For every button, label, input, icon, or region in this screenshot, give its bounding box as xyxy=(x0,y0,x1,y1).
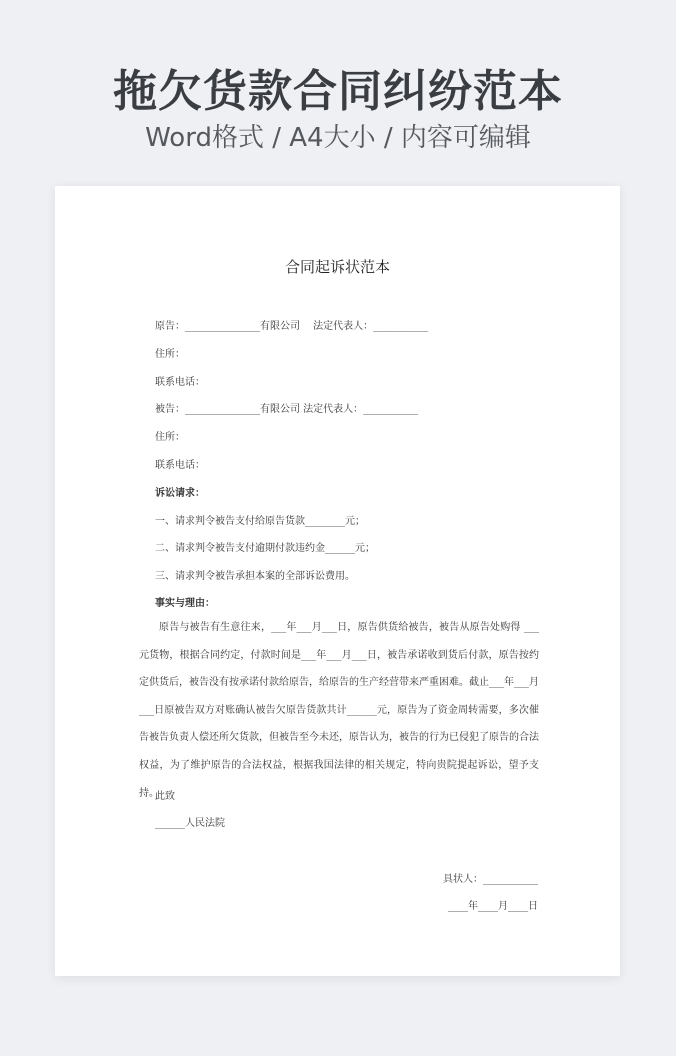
facts-heading: 事实与理由： xyxy=(155,598,215,609)
claim-item-1: 一、请求判令被告支付给原告货款________元； xyxy=(155,516,365,527)
closing-text: 此致 xyxy=(155,791,175,802)
document-page xyxy=(55,186,620,976)
banner-subtitle: Word格式 / A4大小 / 内容可编辑 xyxy=(145,123,531,153)
claim-item-3: 三、请求判令被告承担本案的全部诉讼费用。 xyxy=(155,571,355,582)
plaintiff-address: 住所： xyxy=(155,349,185,360)
plaintiff-line: 原告：_______________有限公司 法定代表人：___________ xyxy=(155,321,429,332)
date-line: ____年____月____日 xyxy=(448,901,538,912)
defendant-line: 被告：_______________有限公司 法定代表人：___________ xyxy=(155,404,419,415)
defendant-address: 住所： xyxy=(155,432,185,443)
court-name: ______人民法院 xyxy=(155,818,225,829)
claims-heading: 诉讼请求： xyxy=(155,488,205,499)
defendant-phone: 联系电话： xyxy=(155,460,205,471)
signer-line: 具状人：___________ xyxy=(443,874,538,885)
facts-body: 原告与被告有生意往来，___年___月___日，原告供货给被告，被告从原告处购得 ___元货物，根据合同约定，付款时间是___年___月___日，被告承诺收到货后付款，原告按约定供货后，被告没有按承诺付款给原告，给原告的生产经营带来严重困难。截止___年___月___日原被告双方对账确认被告欠原告货款共计______元，原告为了资金周转需要，多次催告被告负责人偿还所欠货款，但被告至今未还，原告认为，被告的行为已侵犯了原告的合法权益，为了维护原告的合法权益，根据我国法律的相关规定，特向贵院提起诉讼，望予支持。 xyxy=(139,622,539,799)
plaintiff-phone: 联系电话： xyxy=(155,377,205,388)
claim-item-2: 二、请求判令被告支付逾期付款违约金______元； xyxy=(155,543,375,554)
banner-title: 拖欠货款合同纠纷范本 xyxy=(113,66,563,117)
document-title: 合同起诉状范本 xyxy=(284,258,390,276)
